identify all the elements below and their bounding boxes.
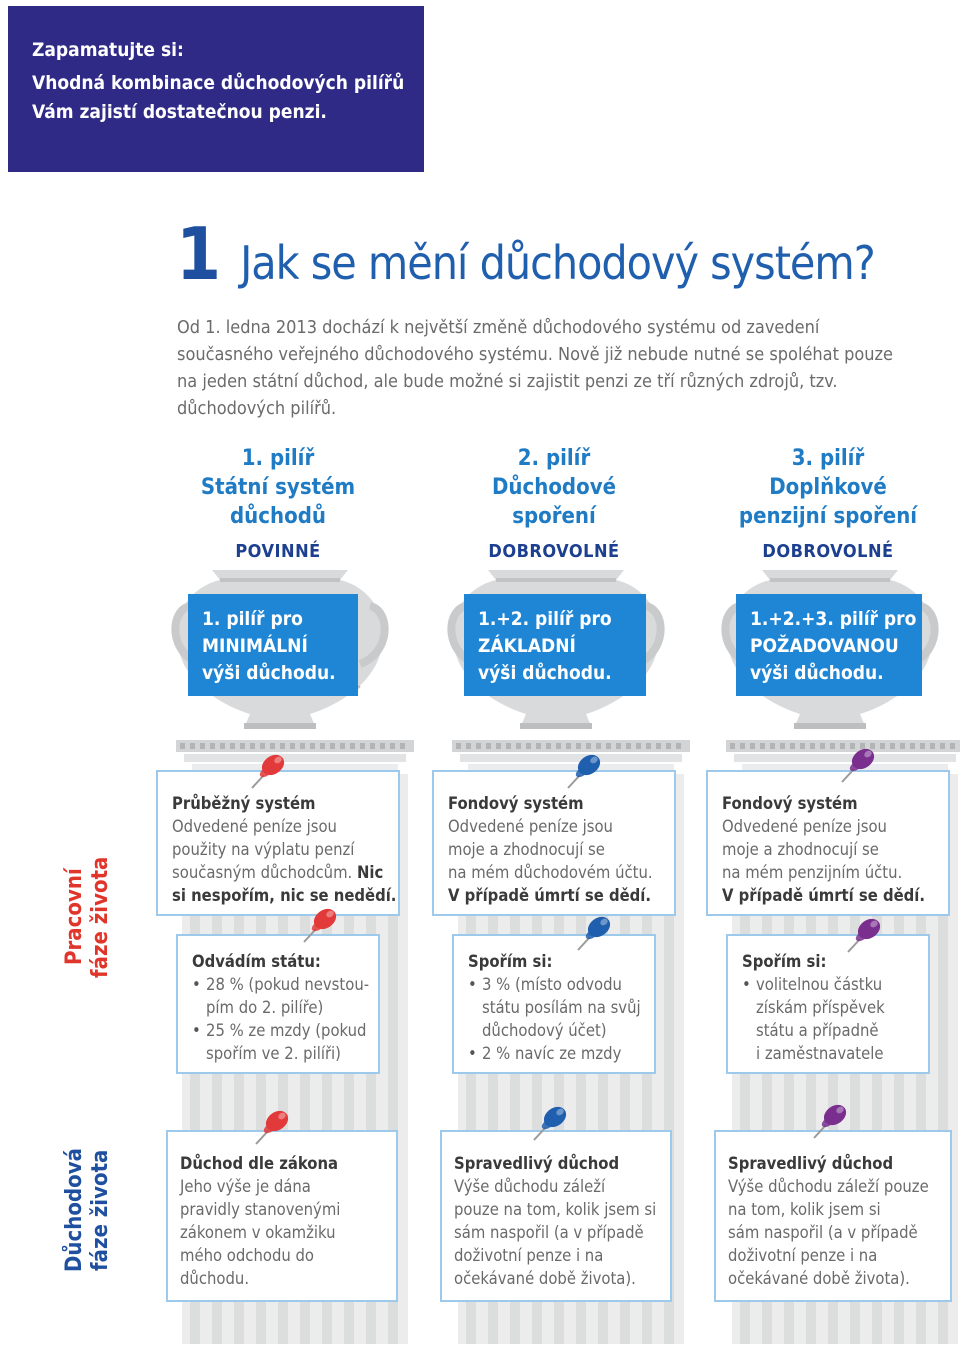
pension-phase-label — [62, 1140, 122, 1280]
save-card-3 — [726, 934, 930, 1074]
pension-card-3-line2: na tom, kolik jsem si — [728, 1200, 881, 1219]
red-pushpin-icon — [248, 1104, 294, 1150]
pillar-3-level-line2: POŽADOVANOU — [750, 635, 899, 657]
intro-paragraph: Od 1. ledna 2013 dochází k největší změně důchodového systému od zavedení současného veřejného důchodového systému. Nově již nebude nutné se spoléhat pouze na jeden státní důchod, ale bude možné si zajistit penzi ze tří různých zdrojů, tzv. důchodových pilířů. — [177, 317, 894, 419]
save-card-3-item-1 — [742, 973, 928, 1065]
pillar-1-heading — [148, 444, 408, 566]
pension-card-2-line3: sám naspořil (a v případě — [454, 1223, 644, 1242]
chapter-heading — [176, 212, 875, 296]
save-card-2-list — [468, 973, 654, 1065]
pension-card-2-line4: doživotní penze i na — [454, 1246, 604, 1265]
pension-card-3-line5: očekávané době života). — [728, 1269, 910, 1288]
pension-phase-line1: Důchodová — [62, 1148, 87, 1272]
pillar-2-name-line2: spoření — [512, 504, 596, 529]
pillar-2-level-line2: ZÁKLADNÍ — [478, 635, 576, 657]
work-phase-line1: Pracovní — [62, 868, 87, 966]
pillar-2-level-line3: výši důchodu. — [478, 662, 612, 684]
work-card-1-title: Průběžný systém — [172, 794, 316, 813]
save-card-1-list — [192, 973, 378, 1065]
save-card-3-title: Spořím si: — [742, 952, 827, 971]
callout-line-2: Vám zajistí dostatečnou penzi. — [32, 101, 327, 123]
save-card-1 — [176, 934, 380, 1074]
work-card-3 — [706, 770, 950, 916]
work-card-3-title: Fondový systém — [722, 794, 858, 813]
work-card-1-line2: použity na výplatu penzí — [172, 840, 355, 859]
pillar-1-number: 1. pilíř — [241, 446, 315, 471]
chapter-title: Jak se mění důchodový systém? — [240, 236, 875, 290]
pillar-1-name-line1: Státní systém — [200, 475, 356, 500]
work-card-1-bold1: Nic — [356, 863, 384, 882]
pillar-2-number: 2. pilíř — [517, 446, 591, 471]
pillar-1-level-line1: 1. pilíř pro — [202, 608, 303, 630]
work-card-1-bold2: si nespořím, nic se nedědí. — [172, 886, 397, 905]
work-card-3-line3: na mém penzijním účtu. — [722, 863, 903, 882]
blue-pushpin-icon — [560, 748, 606, 794]
pension-card-1 — [166, 1130, 398, 1302]
save-card-1-item-2 — [192, 1019, 378, 1065]
work-card-3-bold2: V případě úmrtí se dědí. — [722, 886, 926, 905]
column-1-capital — [176, 740, 414, 774]
pillar-1-level-box — [188, 594, 358, 696]
save-card-2-item-1-l2: státu posílám na svůj — [482, 998, 641, 1017]
save-card-3-list — [742, 973, 928, 1065]
save-card-2 — [452, 934, 656, 1074]
work-card-2-bold2: V případě úmrtí se dědí. — [448, 886, 652, 905]
pillar-3-number: 3. pilíř — [791, 446, 865, 471]
pension-card-2 — [440, 1130, 672, 1302]
pillar-3-name-line1: Doplňkové — [769, 475, 887, 500]
pillar-1-kind: POVINNÉ — [235, 541, 321, 562]
work-phase-label — [62, 852, 122, 982]
save-card-2-title: Spořím si: — [468, 952, 553, 971]
remember-callout — [8, 6, 424, 172]
pension-card-2-line1: Výše důchodu záleží — [454, 1177, 606, 1196]
work-card-1-line3-text: současným důchodcům. — [172, 863, 353, 882]
pension-card-3-title: Spravedlivý důchod — [728, 1154, 894, 1173]
work-card-3-line1: Odvedené peníze jsou — [722, 817, 887, 836]
red-pushpin-icon — [244, 748, 290, 794]
pension-card-2-line5: očekávané době života). — [454, 1269, 636, 1288]
pillar-3-heading — [698, 444, 958, 566]
work-card-3-line2: moje a zhodnocují se — [722, 840, 879, 859]
save-card-3-item-1-l2: získám příspěvek — [756, 998, 885, 1017]
pillar-2-kind: DOBROVOLNÉ — [488, 541, 620, 562]
save-card-1-item-1-l2: pím do 2. pilíře) — [206, 998, 324, 1017]
work-card-1-line3 — [172, 861, 398, 884]
pillar-3-name-line2: penzijní spoření — [738, 504, 918, 529]
work-card-1-line1: Odvedené peníze jsou — [172, 817, 337, 836]
pension-phase-line2: fáze života — [88, 1149, 113, 1271]
purple-pushpin-icon — [840, 912, 886, 958]
work-phase-line2: fáze života — [88, 856, 113, 978]
pension-card-1-line4: mého odchodu do — [180, 1246, 315, 1265]
pension-card-2-title: Spravedlivý důchod — [454, 1154, 620, 1173]
callout-title: Zapamatujte si: — [32, 39, 184, 61]
pillar-1-level-line2: MINIMÁLNÍ — [202, 635, 308, 657]
pension-card-3-line4: doživotní penze i na — [728, 1246, 878, 1265]
pension-card-1-line1: Jeho výše je dána — [180, 1177, 311, 1196]
work-card-2 — [432, 770, 676, 916]
pillar-2-level-box — [464, 594, 646, 696]
save-card-2-item-1-l3: důchodový účet) — [482, 1021, 607, 1040]
callout-line-1: Vhodná kombinace důchodových pilířů — [32, 72, 405, 94]
pillar-3-level-box — [736, 594, 922, 696]
pillar-1-name-line2: důchodů — [230, 504, 326, 529]
red-pushpin-icon — [296, 902, 342, 948]
chapter-number: 1 — [176, 212, 219, 296]
work-card-2-line2: moje a zhodnocují se — [448, 840, 605, 859]
work-card-2-line1: Odvedené peníze jsou — [448, 817, 613, 836]
save-card-1-item-1 — [192, 973, 378, 1019]
pension-card-3 — [714, 1130, 952, 1302]
pillar-3-level-line3: výši důchodu. — [750, 662, 884, 684]
pension-card-3-line1: Výše důchodu záleží pouze — [728, 1177, 929, 1196]
save-card-3-item-1-l1: • volitelnou částku — [756, 975, 883, 994]
save-card-2-item-2 — [468, 1042, 654, 1065]
save-card-2-item-2-l1: • 2 % navíc ze mzdy — [482, 1044, 622, 1063]
pillar-2-heading — [424, 444, 684, 566]
pillar-2-level-line1: 1.+2. pilíř pro — [478, 608, 612, 630]
save-card-2-item-1 — [468, 973, 654, 1042]
save-card-1-item-1-l1: • 28 % (pokud nevstou- — [206, 975, 370, 994]
pension-card-1-line5: důchodu. — [180, 1269, 250, 1288]
save-card-1-item-2-l1: • 25 % ze mzdy (pokud — [206, 1021, 367, 1040]
pension-card-3-line3: sám naspořil (a v případě — [728, 1223, 918, 1242]
purple-pushpin-icon — [834, 742, 880, 788]
pillar-3-level-line1: 1.+2.+3. pilíř pro — [750, 608, 917, 630]
blue-pushpin-icon — [570, 910, 616, 956]
work-card-2-title: Fondový systém — [448, 794, 584, 813]
pension-card-1-line2: pravidly stanovenými — [180, 1200, 341, 1219]
work-card-2-line3: na mém důchodovém účtu. — [448, 863, 653, 882]
pension-card-2-line2: pouze na tom, kolik jsem si — [454, 1200, 657, 1219]
save-card-1-item-2-l2: spořím ve 2. pilíři) — [206, 1044, 341, 1063]
blue-pushpin-icon — [526, 1100, 572, 1146]
pillar-1-level-line3: výši důchodu. — [202, 662, 336, 684]
purple-pushpin-icon — [806, 1098, 852, 1144]
pillar-3-kind: DOBROVOLNÉ — [762, 541, 894, 562]
save-card-3-item-1-l4: i zaměstnavatele — [756, 1044, 884, 1063]
save-card-1-title: Odvádím státu: — [192, 952, 321, 971]
save-card-3-item-1-l3: státu a případně — [756, 1021, 879, 1040]
pillar-2-name-line1: Důchodové — [491, 475, 617, 500]
pension-card-1-line3: zákonem v okamžiku — [180, 1223, 336, 1242]
save-card-2-item-1-l1: • 3 % (místo odvodu — [482, 975, 622, 994]
pension-card-1-title: Důchod dle zákona — [180, 1154, 339, 1173]
